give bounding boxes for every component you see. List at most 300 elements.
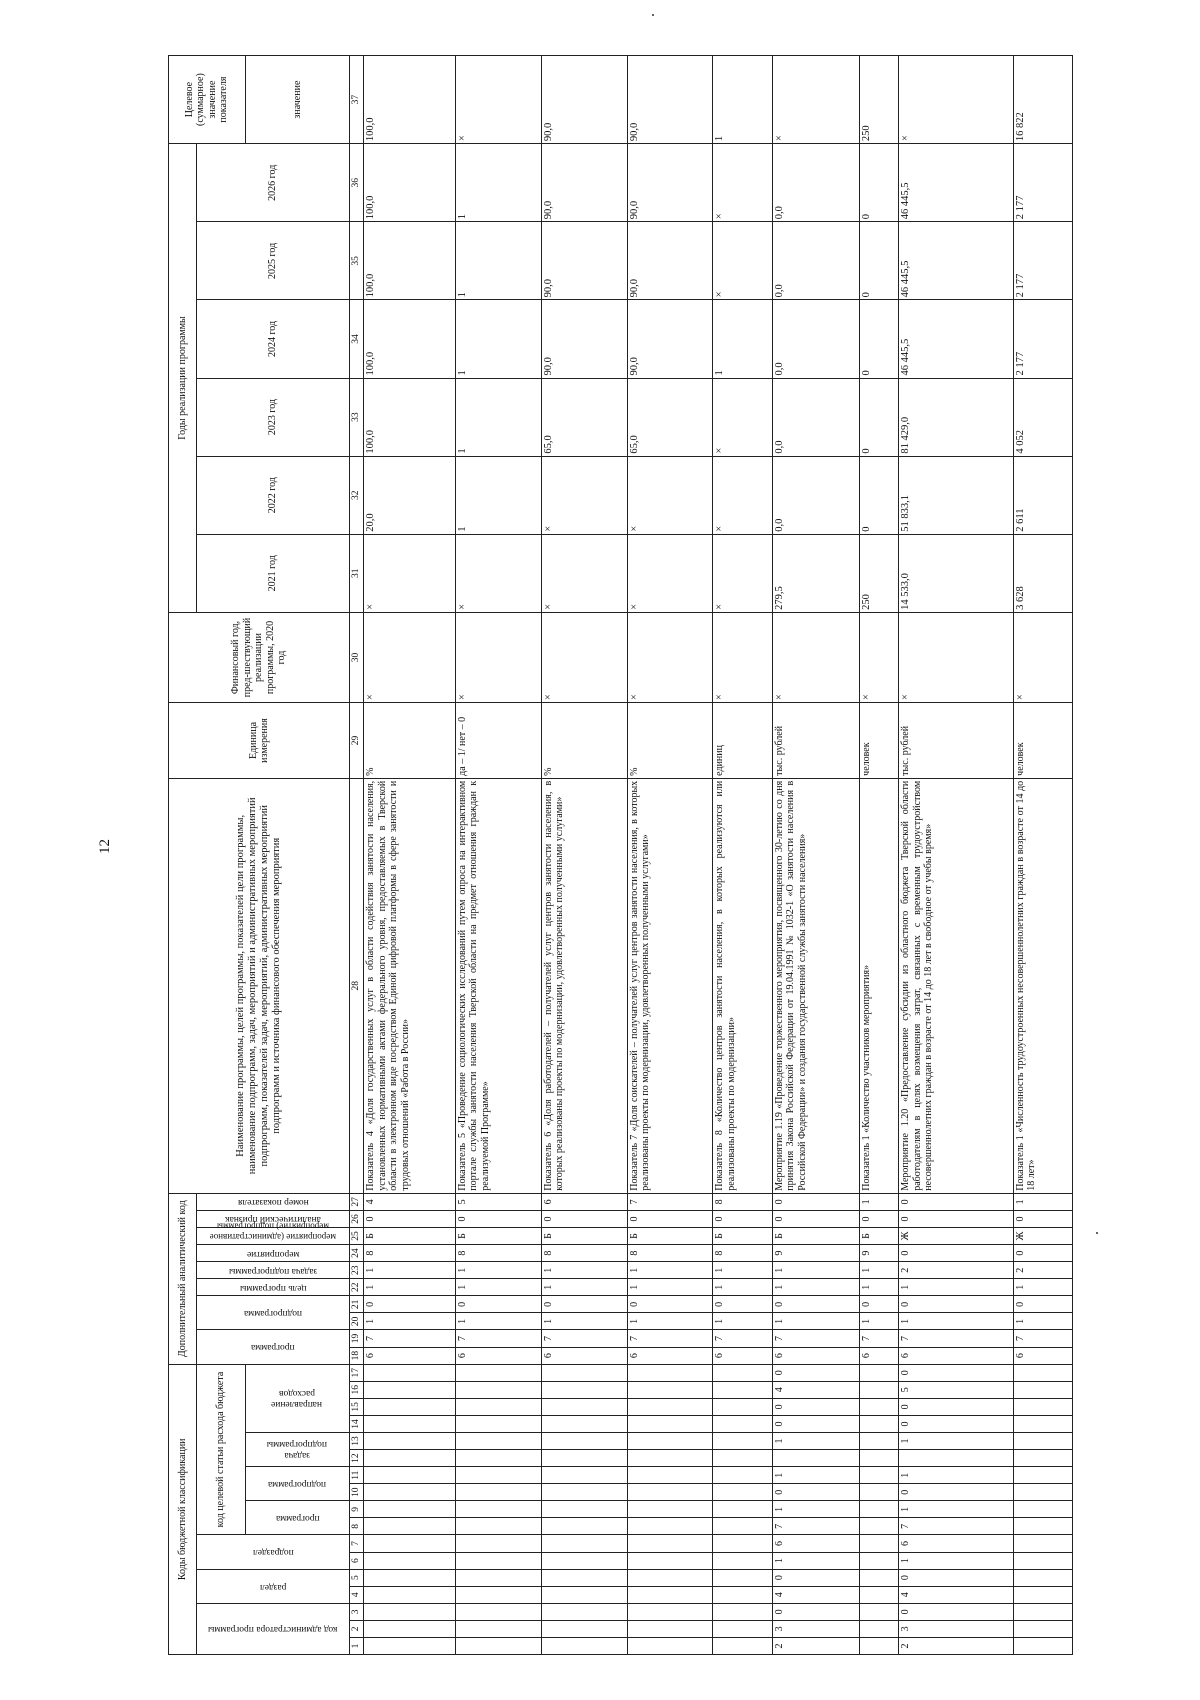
value-cell: 0	[860, 378, 899, 456]
code-cell: 1	[899, 1279, 1013, 1296]
code-cell: 7	[364, 1330, 456, 1347]
target-value-header: значение	[245, 56, 349, 144]
code-cell	[860, 1364, 899, 1381]
value-cell: 90,0	[541, 56, 627, 144]
code-cell	[455, 1501, 541, 1518]
code-cell: 1	[772, 1501, 860, 1518]
zadacha-header: задача подпрограммы	[245, 1432, 349, 1466]
code-cell	[364, 1637, 456, 1654]
code-cell	[364, 1450, 456, 1467]
column-number: 7	[350, 1535, 364, 1552]
code-cell: 1	[364, 1262, 456, 1279]
value-cell: ×	[627, 456, 713, 534]
column-number: 31	[350, 534, 364, 612]
code-cell	[364, 1620, 456, 1637]
code-cell	[713, 1467, 772, 1484]
code-cell	[541, 1398, 627, 1415]
code-cell	[713, 1569, 772, 1586]
code-cell	[1013, 1620, 1072, 1637]
code-cell	[364, 1432, 456, 1449]
code-cell: 5	[455, 1193, 541, 1210]
podprogramma2-header: подпрограмма	[197, 1296, 350, 1330]
code-cell: 8	[364, 1245, 456, 1262]
value-cell: 0,0	[772, 456, 860, 534]
code-cell	[860, 1586, 899, 1603]
code-cell	[713, 1501, 772, 1518]
column-number: 32	[350, 456, 364, 534]
value-cell: 1	[455, 300, 541, 378]
data-rows	[364, 56, 1073, 1655]
code-cell	[455, 1415, 541, 1432]
row-name: Показатель 5 «Проведение социологических исследований путем опроса на интерактивном портале службы занятости населения Тверской области на предмет отношения граждан к реализуемой Программе»	[455, 778, 541, 1193]
event-sub-header: мероприятие (административное мероприятие) подпрограммы	[197, 1227, 350, 1244]
value-cell: ×	[772, 56, 860, 144]
value-cell: 90,0	[541, 300, 627, 378]
code-cell	[627, 1467, 713, 1484]
code-cell: 2	[899, 1262, 1013, 1279]
code-cell	[1013, 1535, 1072, 1552]
value-cell: 1	[713, 300, 772, 378]
value-cell: 20,0	[364, 456, 456, 534]
code-cell: 1	[541, 1279, 627, 1296]
value-cell: ×	[713, 144, 772, 222]
code-cell	[627, 1484, 713, 1501]
value-cell: 279,5	[772, 534, 860, 612]
code-cell: 4	[772, 1381, 860, 1398]
code-cell: 7	[899, 1518, 1013, 1535]
code-cell: 0	[899, 1415, 1013, 1432]
code-cell: 0	[364, 1210, 456, 1227]
code-cell: 0	[772, 1603, 860, 1620]
column-number: 5	[350, 1569, 364, 1586]
value-cell: 2 177	[1013, 222, 1072, 300]
value-cell: ×	[860, 612, 899, 702]
column-number: 1	[350, 1637, 364, 1654]
column-number: 9	[350, 1501, 364, 1518]
code-cell	[541, 1432, 627, 1449]
code-cell	[860, 1620, 899, 1637]
code-cell	[627, 1620, 713, 1637]
column-numbers-row	[350, 56, 364, 1655]
column-number: 12	[350, 1450, 364, 1467]
value-cell: 2 177	[1013, 144, 1072, 222]
table-row	[1013, 56, 1072, 1655]
value-cell: ×	[455, 56, 541, 144]
value-cell: ×	[364, 612, 456, 702]
value-cell: 1	[455, 378, 541, 456]
value-cell: 1	[455, 144, 541, 222]
code-cell	[713, 1415, 772, 1432]
razdel-header: раздел	[197, 1569, 350, 1603]
value-cell: 100,0	[364, 378, 456, 456]
code-cell: 0	[772, 1364, 860, 1381]
code-cell	[455, 1450, 541, 1467]
page-number: 12	[97, 839, 113, 854]
value-cell: ×	[455, 534, 541, 612]
code-cell: 0	[899, 1484, 1013, 1501]
column-number: 28	[350, 778, 364, 1193]
prev-year-header: Финансовый год, пред-шествующий реализации программы, 2020 год	[169, 612, 350, 702]
code-cell: 7	[772, 1330, 860, 1347]
column-number: 27	[350, 1193, 364, 1210]
column-number: 34	[350, 300, 364, 378]
code-cell	[713, 1398, 772, 1415]
code-cell: 7	[455, 1330, 541, 1347]
row-unit: тыс. рублей	[899, 703, 1013, 779]
column-number: 25	[350, 1227, 364, 1244]
year-2021-header: 2021 год	[197, 534, 350, 612]
column-number: 4	[350, 1586, 364, 1603]
code-cell	[627, 1364, 713, 1381]
code-cell: 1	[1013, 1313, 1072, 1330]
rotated-sheet	[168, 55, 1068, 1655]
row-name: Показатель 6 «Доля работодателей – получателей услуг центров занятости населения, в которых реализованы проекты по модернизации, удовлетворенных полученными услугами»	[541, 778, 627, 1193]
code-cell: 0	[772, 1193, 860, 1210]
year-2023-header: 2023 год	[197, 378, 350, 456]
value-cell: 46 445,5	[899, 222, 1013, 300]
code-cell: 0	[772, 1415, 860, 1432]
value-cell: 65,0	[627, 378, 713, 456]
code-cell	[541, 1450, 627, 1467]
row-name: Показатель 4 «Доля государственных услуг в области содействия занятости населения, установленных нормативными актами федерального уровня, предоставляемых в Тверской области в электронном виде посредством Единой цифровой платформы в сфере занятости и трудовых отношений «Работа в России»	[364, 778, 456, 1193]
code-cell	[364, 1467, 456, 1484]
code-cell: 6	[627, 1347, 713, 1364]
event-header: мероприятие	[197, 1245, 350, 1262]
code-cell	[1013, 1552, 1072, 1569]
column-number: 6	[350, 1552, 364, 1569]
code-cell	[713, 1552, 772, 1569]
code-cell	[541, 1381, 627, 1398]
code-cell: 6	[364, 1347, 456, 1364]
code-cell: 7	[860, 1330, 899, 1347]
column-number: 37	[350, 56, 364, 144]
code-cell: 1	[364, 1279, 456, 1296]
value-cell: 90,0	[627, 56, 713, 144]
column-number: 16	[350, 1381, 364, 1398]
name-header: Наименование программы, целей программы, показателей цели программы, наименование подпрограмм, задач, мероприятий и административных мероприятий подпрограмм, показателей задач, мероприятий, административных мероприятий подпрограмм и источника финансового обеспечения мероприятия	[169, 778, 350, 1193]
code-cell: 1	[1013, 1193, 1072, 1210]
code-cell	[455, 1484, 541, 1501]
value-cell: 81 429,0	[899, 378, 1013, 456]
column-number: 14	[350, 1415, 364, 1432]
table-row	[364, 56, 456, 1655]
code-cell	[364, 1603, 456, 1620]
code-cell: Б	[364, 1227, 456, 1244]
row-unit: единиц	[713, 703, 772, 779]
table-row	[772, 56, 860, 1655]
code-cell	[541, 1467, 627, 1484]
table-row	[455, 56, 541, 1655]
code-cell	[713, 1637, 772, 1654]
podprogramma-header: подпрограмма	[245, 1467, 349, 1501]
value-cell: 3 628	[1013, 534, 1072, 612]
code-cell	[860, 1501, 899, 1518]
code-cell	[1013, 1415, 1072, 1432]
column-number: 24	[350, 1245, 364, 1262]
code-cell: 7	[899, 1330, 1013, 1347]
code-cell	[627, 1415, 713, 1432]
code-cell: 1	[541, 1313, 627, 1330]
code-cell: 0	[1013, 1296, 1072, 1313]
column-number: 35	[350, 222, 364, 300]
row-unit: тыс. рублей	[772, 703, 860, 779]
code-cell	[1013, 1501, 1072, 1518]
code-cell: 1	[541, 1262, 627, 1279]
row-unit: да – 1/ нет – 0	[455, 703, 541, 779]
code-cell	[713, 1535, 772, 1552]
year-2022-header: 2022 год	[197, 456, 350, 534]
row-name: Показатель 8 «Количество центров занятости населения, в которых реализуются или реализованы проекты по модернизации»	[713, 778, 772, 1193]
value-cell: 51 833,1	[899, 456, 1013, 534]
row-name: Показатель 1 «Численность трудоустроенных несовершеннолетних граждан в возрасте от 14 до 18 лет»	[1013, 778, 1072, 1193]
code-cell: 0	[772, 1398, 860, 1415]
code-cell: 5	[899, 1381, 1013, 1398]
code-cell: 1	[772, 1467, 860, 1484]
code-cell	[364, 1535, 456, 1552]
code-cell	[541, 1415, 627, 1432]
code-cell: 0	[899, 1296, 1013, 1313]
code-cell	[455, 1518, 541, 1535]
column-number: 20	[350, 1313, 364, 1330]
code-cell: 0	[772, 1210, 860, 1227]
code-cell	[860, 1398, 899, 1415]
year-2026-header: 2026 год	[197, 144, 350, 222]
value-cell: 2 611	[1013, 456, 1072, 534]
budget-codes-header: Коды бюджетной классификации	[169, 1364, 197, 1654]
code-cell: 7	[772, 1518, 860, 1535]
value-cell: 0	[860, 300, 899, 378]
value-cell: ×	[1013, 612, 1072, 702]
code-cell	[1013, 1569, 1072, 1586]
value-cell: 1	[713, 56, 772, 144]
value-cell: 46 445,5	[899, 144, 1013, 222]
code-cell	[627, 1552, 713, 1569]
code-cell	[1013, 1586, 1072, 1603]
value-cell: 4 052	[1013, 378, 1072, 456]
code-cell: 4	[899, 1586, 1013, 1603]
code-cell: 0	[899, 1364, 1013, 1381]
code-cell	[860, 1518, 899, 1535]
code-cell: 0	[860, 1210, 899, 1227]
code-cell	[627, 1450, 713, 1467]
code-cell: 1	[1013, 1279, 1072, 1296]
code-cell	[1013, 1484, 1072, 1501]
column-number: 21	[350, 1296, 364, 1313]
value-cell: 0,0	[772, 378, 860, 456]
code-cell	[713, 1432, 772, 1449]
code-cell: 0	[899, 1245, 1013, 1262]
column-number: 33	[350, 378, 364, 456]
code-cell: 3	[899, 1620, 1013, 1637]
code-cell	[627, 1603, 713, 1620]
value-cell: 0	[860, 222, 899, 300]
code-cell: 1	[772, 1313, 860, 1330]
code-cell: Б	[455, 1227, 541, 1244]
code-cell	[541, 1552, 627, 1569]
code-cell: 1	[713, 1262, 772, 1279]
code-cell	[713, 1450, 772, 1467]
code-cell	[455, 1552, 541, 1569]
code-cell: 1	[364, 1313, 456, 1330]
years-group-header: Годы реализации программы	[169, 144, 197, 613]
code-cell: 0	[899, 1210, 1013, 1227]
code-cell: 1	[772, 1262, 860, 1279]
code-cell	[541, 1484, 627, 1501]
admin-code-header: код администратора программы	[197, 1603, 350, 1654]
value-cell: ×	[713, 378, 772, 456]
program-table	[168, 55, 1073, 1655]
code-cell	[364, 1586, 456, 1603]
column-number: 23	[350, 1262, 364, 1279]
code-cell	[541, 1535, 627, 1552]
code-cell	[455, 1586, 541, 1603]
expense-direction-header: направление расходов	[245, 1364, 349, 1432]
code-cell: 2	[899, 1637, 1013, 1654]
code-cell	[627, 1569, 713, 1586]
code-cell	[772, 1450, 860, 1467]
code-cell: 0	[1013, 1210, 1072, 1227]
analytic-header: аналитический признак	[197, 1210, 350, 1227]
value-cell: 14 533,0	[899, 534, 1013, 612]
code-cell: 0	[899, 1569, 1013, 1586]
code-cell	[1013, 1381, 1072, 1398]
code-cell	[1013, 1603, 1072, 1620]
value-cell: ×	[772, 612, 860, 702]
code-cell: 2	[1013, 1262, 1072, 1279]
code-cell: Б	[860, 1227, 899, 1244]
code-cell: 9	[772, 1245, 860, 1262]
unit-header: Единица измерения	[169, 703, 350, 779]
code-cell: 6	[455, 1347, 541, 1364]
code-cell: 7	[627, 1193, 713, 1210]
code-cell: 7	[1013, 1330, 1072, 1347]
code-cell: 3	[772, 1620, 860, 1637]
code-cell	[627, 1398, 713, 1415]
value-cell: ×	[627, 534, 713, 612]
code-cell: 1	[455, 1313, 541, 1330]
column-number: 10	[350, 1484, 364, 1501]
code-cell: Б	[627, 1227, 713, 1244]
year-2025-header: 2025 год	[197, 222, 350, 300]
code-cell: 0	[772, 1296, 860, 1313]
table-row	[541, 56, 627, 1655]
indicator-no-header: номер показателя	[197, 1193, 350, 1210]
code-cell	[627, 1381, 713, 1398]
value-cell: 100,0	[364, 300, 456, 378]
value-cell: 90,0	[541, 222, 627, 300]
year-2024-header: 2024 год	[197, 300, 350, 378]
code-cell	[455, 1637, 541, 1654]
code-cell: 0	[713, 1296, 772, 1313]
code-cell: 0	[899, 1193, 1013, 1210]
value-cell: 0,0	[772, 300, 860, 378]
code-cell	[1013, 1467, 1072, 1484]
code-cell: 8	[455, 1245, 541, 1262]
code-cell: 0	[899, 1398, 1013, 1415]
code-cell: 7	[627, 1330, 713, 1347]
code-cell	[627, 1535, 713, 1552]
code-cell: 6	[899, 1347, 1013, 1364]
value-cell: ×	[713, 534, 772, 612]
value-cell: 100,0	[364, 144, 456, 222]
code-cell: 0	[860, 1296, 899, 1313]
code-cell: 1	[455, 1279, 541, 1296]
column-number: 19	[350, 1330, 364, 1347]
value-cell: ×	[899, 56, 1013, 144]
code-cell	[713, 1603, 772, 1620]
code-cell	[364, 1518, 456, 1535]
code-cell	[364, 1415, 456, 1432]
code-cell	[860, 1552, 899, 1569]
code-cell: 4	[364, 1193, 456, 1210]
value-cell: 90,0	[627, 222, 713, 300]
column-number: 3	[350, 1603, 364, 1620]
code-cell	[455, 1467, 541, 1484]
code-cell	[860, 1569, 899, 1586]
code-cell: 1	[860, 1279, 899, 1296]
code-cell	[541, 1603, 627, 1620]
value-cell: ×	[364, 534, 456, 612]
code-cell: 6	[541, 1193, 627, 1210]
code-cell	[364, 1484, 456, 1501]
column-number: 29	[350, 703, 364, 779]
code-cell: 9	[860, 1245, 899, 1262]
value-cell: 90,0	[541, 144, 627, 222]
code-cell: 4	[772, 1586, 860, 1603]
code-cell: 0	[627, 1296, 713, 1313]
code-cell: 6	[899, 1535, 1013, 1552]
code-cell: 6	[772, 1535, 860, 1552]
value-cell: 1	[455, 222, 541, 300]
value-cell: 2 177	[1013, 300, 1072, 378]
code-cell	[541, 1364, 627, 1381]
scan-dot	[652, 14, 654, 16]
value-cell: 0,0	[772, 222, 860, 300]
value-cell: 100,0	[364, 222, 456, 300]
code-cell: 1	[899, 1432, 1013, 1449]
code-cell	[713, 1381, 772, 1398]
code-cell	[860, 1637, 899, 1654]
code-cell: Ж	[1013, 1227, 1072, 1244]
code-cell: 8	[713, 1245, 772, 1262]
target-article-header: код целевой статьи расхода бюджета	[197, 1364, 246, 1535]
code-cell	[1013, 1450, 1072, 1467]
code-cell	[713, 1586, 772, 1603]
column-number: 30	[350, 612, 364, 702]
code-cell: 1	[860, 1313, 899, 1330]
table-row	[860, 56, 899, 1655]
code-cell: 1	[713, 1279, 772, 1296]
column-number: 18	[350, 1347, 364, 1364]
code-cell: 1	[772, 1279, 860, 1296]
code-cell: 1	[627, 1279, 713, 1296]
column-number: 36	[350, 144, 364, 222]
table-row	[713, 56, 772, 1655]
code-cell: 0	[713, 1210, 772, 1227]
column-number: 26	[350, 1210, 364, 1227]
podrazdel-header: подраздел	[197, 1535, 350, 1569]
row-unit: человек	[860, 703, 899, 779]
value-cell: 0	[860, 144, 899, 222]
code-cell: Ж	[899, 1227, 1013, 1244]
code-cell: 0	[541, 1296, 627, 1313]
code-cell	[541, 1518, 627, 1535]
code-cell: Б	[772, 1227, 860, 1244]
value-cell: 46 445,5	[899, 300, 1013, 378]
code-cell	[899, 1450, 1013, 1467]
task-header: задача подпрограммы	[197, 1262, 350, 1279]
column-number: 2	[350, 1620, 364, 1637]
